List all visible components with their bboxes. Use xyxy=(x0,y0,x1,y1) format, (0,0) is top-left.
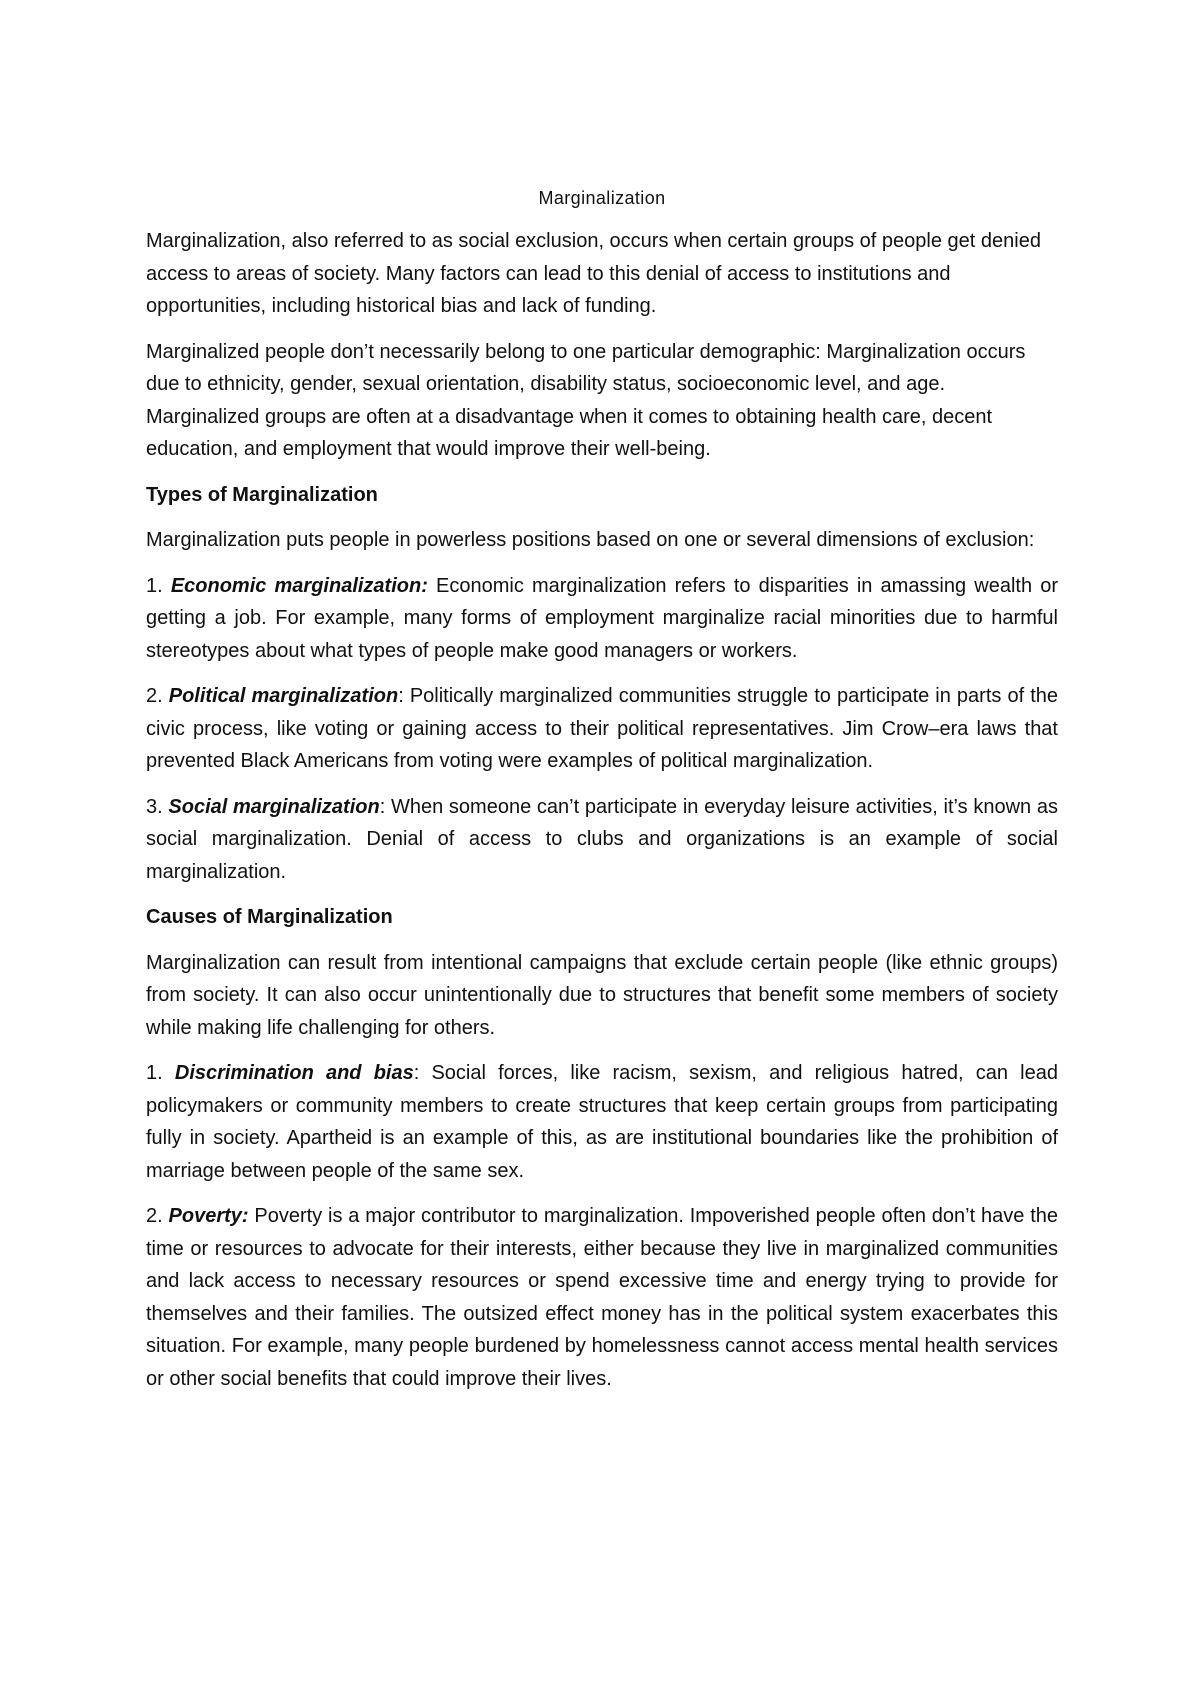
document-title: Marginalization xyxy=(538,188,666,208)
causes-item-number: 1. xyxy=(146,1062,175,1084)
causes-item-text: Poverty is a major contributor to marginalization. Impoverished people often don’t have the time or resources to advocate for their interests, either because they live in marginalized communities and lack access to necessary resources or spend excessive time and energy trying to provide for themselves and their families. The outsized effect money has in the political system exacerbates this situation. For example, many people burdened by homelessness cannot access mental health services or other social benefits that could improve their lives. xyxy=(146,1205,1058,1390)
types-item-social xyxy=(146,791,1058,889)
causes-item-discrimination xyxy=(146,1057,1058,1187)
causes-item-text: : Social forces, like racism, sexism, and religious hatred, can lead policymakers or community members to create structures that keep certain groups from participating fully in society. Apartheid is an example of this, as are institutional boundaries like the prohibition of marriage between people of the same sex. xyxy=(146,1062,1058,1182)
causes-item-term: Discrimination and bias xyxy=(174,1062,414,1084)
intro-paragraph-2: Marginalized people don’t necessarily belong to one particular demographic: Marginalization occurs due to ethnicity, gender, sexual orientation, disability status, socioeconomic level, and age. Marginalized groups are often at a disadvantage when it comes to obtaining health care, decent education, and employment that would improve their well-being. xyxy=(146,340,1026,460)
types-item-number: 3. xyxy=(146,795,169,818)
types-item-number: 1. xyxy=(146,574,171,597)
types-intro: Marginalization puts people in powerless positions based on one or several dimensions of exclusion: xyxy=(146,529,1035,551)
types-item-text: : When someone can’t participate in everyday leisure activities, it’s known as social marginalization. Denial of access to clubs and organizations is an example of social marginalization. xyxy=(146,795,1058,883)
types-item-text: Economic marginalization refers to disparities in amassing wealth or getting a job. For example, many forms of employment marginalize racial minorities due to harmful stereotypes about what types of people make good managers or workers. xyxy=(146,574,1058,662)
document-page xyxy=(146,188,1058,1408)
types-heading: Types of Marginalization xyxy=(146,483,378,506)
causes-intro: Marginalization can result from intentional campaigns that exclude certain people (like ethnic groups) from society. It can also occur unintentionally due to structures that benefit some members of society while making life challenging for others. xyxy=(146,951,1058,1039)
causes-heading: Causes of Marginalization xyxy=(146,906,393,928)
causes-item-term: Poverty: xyxy=(168,1205,249,1227)
types-item-term: Social marginalization xyxy=(168,795,380,818)
types-item-term: Economic marginalization: xyxy=(170,574,428,597)
intro-paragraph-1: Marginalization, also referred to as social exclusion, occurs when certain groups of people get denied access to areas of society. Many factors can lead to this denial of access to institutions and opportunities, including historical bias and lack of funding. xyxy=(146,230,1041,317)
types-item-number: 2. xyxy=(146,685,169,707)
types-item-text: : Politically marginalized communities struggle to participate in parts of the civic process, like voting or gaining access to their political representatives. Jim Crow–era laws that prevented Black Americans from voting were examples of political marginalization. xyxy=(146,685,1059,772)
types-item-economic xyxy=(146,570,1058,668)
causes-item-number: 2. xyxy=(146,1205,169,1227)
types-item-term: Political marginalization xyxy=(168,685,399,707)
causes-item-poverty xyxy=(146,1200,1058,1395)
types-item-political xyxy=(146,680,1058,778)
